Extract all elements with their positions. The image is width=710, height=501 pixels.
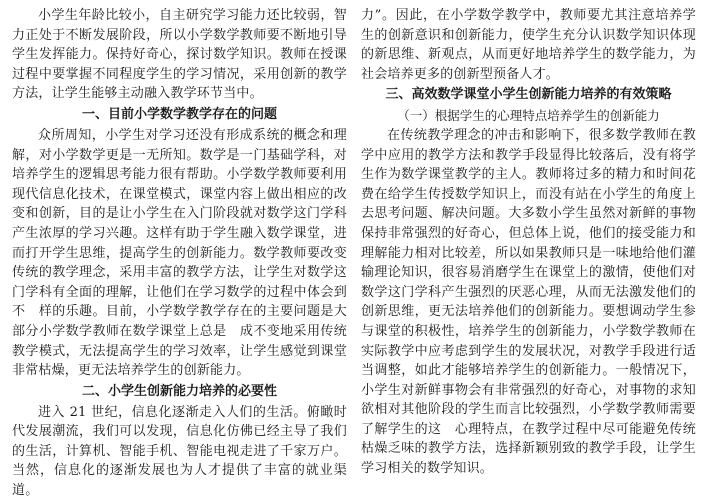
subsection-1-heading: （一）根据学生的心理特点培养学生的创新能力 [397, 108, 660, 124]
subsection-1-body: 在传统教学理念的冲击和影响下，很多数学教师在教学中应用的教学方法和教学手段显得比较落后，没有将学生作为数学课堂教学的主人。教师将过多的精力和时间花费在给学生传授数学知识上，而没有站在小学生的角度上去思考问题、解决问题。大多数小学生虽然对新鲜的事物保持非常强烈的好奇心，但总体上说，他们的接受能力和理解能力相对比较差，所以如果教师只是一味地给他们灌输理论知识，很容易消磨学生在课堂上的激情，使他们对数学这门学科产生强烈的厌恶心理，从而无法激发他们的创新思维，更无法培养他们的创新能力。要想调动学生参与课堂的积极性，培养学生的创新能力，小学数学教师在实际教学中应考虑到学生的发展状况，对教学手段进行适当调整，如此才能够培养学生的创新能力。一般情况下，小学生对新鲜事物会有非常强烈的好奇心，对事物的求知欲相对其他阶段的学生而言比较强烈，小学数学教师需要了解学生的这 心理特点，在教学过程中尽可能避免传统枯燥乏味的教学方法，选择新颖别致的教学手段，让学生学习相关的数学知识。 [361, 127, 696, 477]
section-2-body: 进入 21 世纪，信息化逐渐走入人们的生活。俯瞰时代发展潮流，我们可以发现，信息化仿佛已经主导了我们的生活，计算机、智能手机、智能电视走进了千家万户。当然，信息化的逐渐发展也为人才提供了丰富的就业渠道。 [12, 404, 347, 499]
continued-paragraph: 力”。因此，在小学数学教学中，教师要尤其注意培养学生的创新意识和创新能力，使学生充分认识数学知识体现的新思维、新观点，从而更好地培养学生的数学能力，为社会培养更多的创新型预备人才。 [361, 8, 696, 82]
right-column [361, 6, 696, 490]
section-3-heading: 三、高效数学课堂小学生创新能力培养的有效策略 [385, 87, 672, 103]
left-column [12, 6, 347, 499]
section-1-heading: 一、目前小学数学教学存在的问题 [81, 106, 277, 122]
section-2-heading: 二、小学生创新能力培养的必要性 [81, 383, 277, 399]
intro-paragraph: 小学生年龄比较小，自主研究学习能力还比较弱，智力正处于不断发展阶段，所以小学数学教师要不断地引导学生发挥能力。保持好奇心，探讨数学知识。教师在授课过程中要掌握不同程度学生的学习情况，采用创新的教学方法，让学生能够主动融入教学环节当中。 [12, 8, 347, 102]
section-1-body: 众所周知，小学生对学习还没有形成系统的概念和理解，对小学数学更是一无所知。数学是一门基础学科，对培养学生的逻辑思考能力很有帮助。小学数学教师要利用现代信息化技术，在课堂模式，课堂内容上做出相应的改变和创新，目的是让小学生在入门阶段就对数学这门学科产生浓厚的学习兴趣。这样有助于学生融入数学课堂，进而打开学生思维，提高学生的创新能力。数学教师要改变传统的教学理念，采用丰富的教学方法，让学生对数学这门学科有全面的理解，让他们在学习数学的过程中体会到不 样的乐趣。目前，小学数学教学存在的主要问题是大部分小学数学教师在数学课堂上总是 成不变地采用传统教学模式，无法提高学生的学习效率，让学生感觉到课堂非常枯燥，更无法培养学生的创新能力。 [12, 127, 347, 379]
